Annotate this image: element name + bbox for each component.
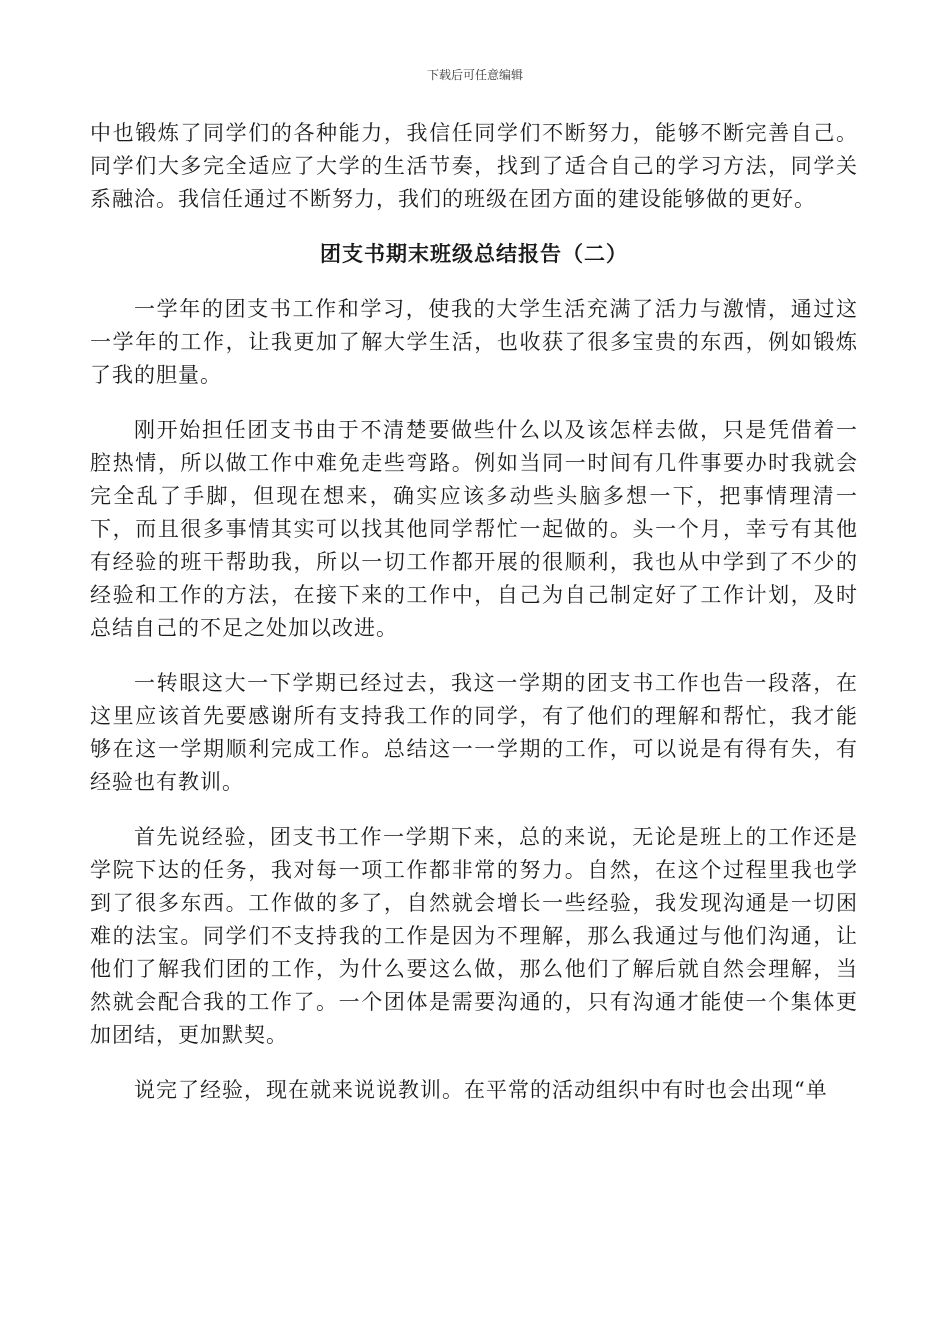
paragraph-3: 一转眼这大一下学期已经过去，我这一学期的团支书工作也告一段落，在这里应该首先要感谢所有支持我工作的同学，有了他们的理解和帮忙，我才能够在这一学期顺利完成工作。总结这一一学期的工作，可以说是有得有失，有经验也有教训。 [90, 671, 858, 794]
page-header-note: 下载后可任意编辑 [426, 68, 523, 82]
paragraph-1: 一学年的团支书工作和学习，使我的大学生活充满了活力与激情，通过这一学年的工作，让我更加了解大学生活，也收获了很多宝贵的东西，例如锻炼了我的胆量。 [90, 297, 858, 387]
paragraph-5: 说完了经验，现在就来说说教训。在平常的活动组织中有时也会出现“单 [134, 1078, 828, 1102]
opening-paragraph: 中也锻炼了同学们的各种能力，我信任同学们不断努力，能够不断完善自己。同学们大多完全适应了大学的生活节奏，找到了适合自己的学习方法，同学关系融洽。我信任通过不断努力，我们的班级在团方面的建设能够做的更好。 [90, 121, 858, 211]
document-body [90, 117, 858, 1107]
paragraph-2: 刚开始担任团支书由于不清楚要做些什么以及该怎样去做，只是凭借着一腔热情，所以做工作中难免走些弯路。例如当同一时间有几件事要办时我就会完全乱了手脚，但现在想来，确实应该多动些头脑多想一下，把事情理清一下，而且很多事情其实可以找其他同学帮忙一起做的。头一个月，幸亏有其他有经验的班干帮助我，所以一切工作都开展的很顺利，我也从中学到了不少的经验和工作的方法，在接下来的工作中，自己为自己制定好了工作计划，及时总结自己的不足之处加以改进。 [90, 418, 858, 640]
document-title: 团支书期末班级总结报告（二） [320, 242, 628, 266]
paragraph-4: 首先说经验，团支书工作一学期下来，总的来说，无论是班上的工作还是学院下达的任务，我对每一项工作都非常的努力。自然，在这个过程里我也学到了很多东西。工作做的多了，自然就会增长一些经验，我发现沟通是一切困难的法宝。同学们不支持我的工作是因为不理解，那么我通过与他们沟通，让他们了解我们团的工作，为什么要这么做，那么他们了解后就自然会理解，当然就会配合我的工作了。一个团体是需要沟通的，只有沟通才能使一个集体更加团结，更加默契。 [90, 825, 858, 1047]
